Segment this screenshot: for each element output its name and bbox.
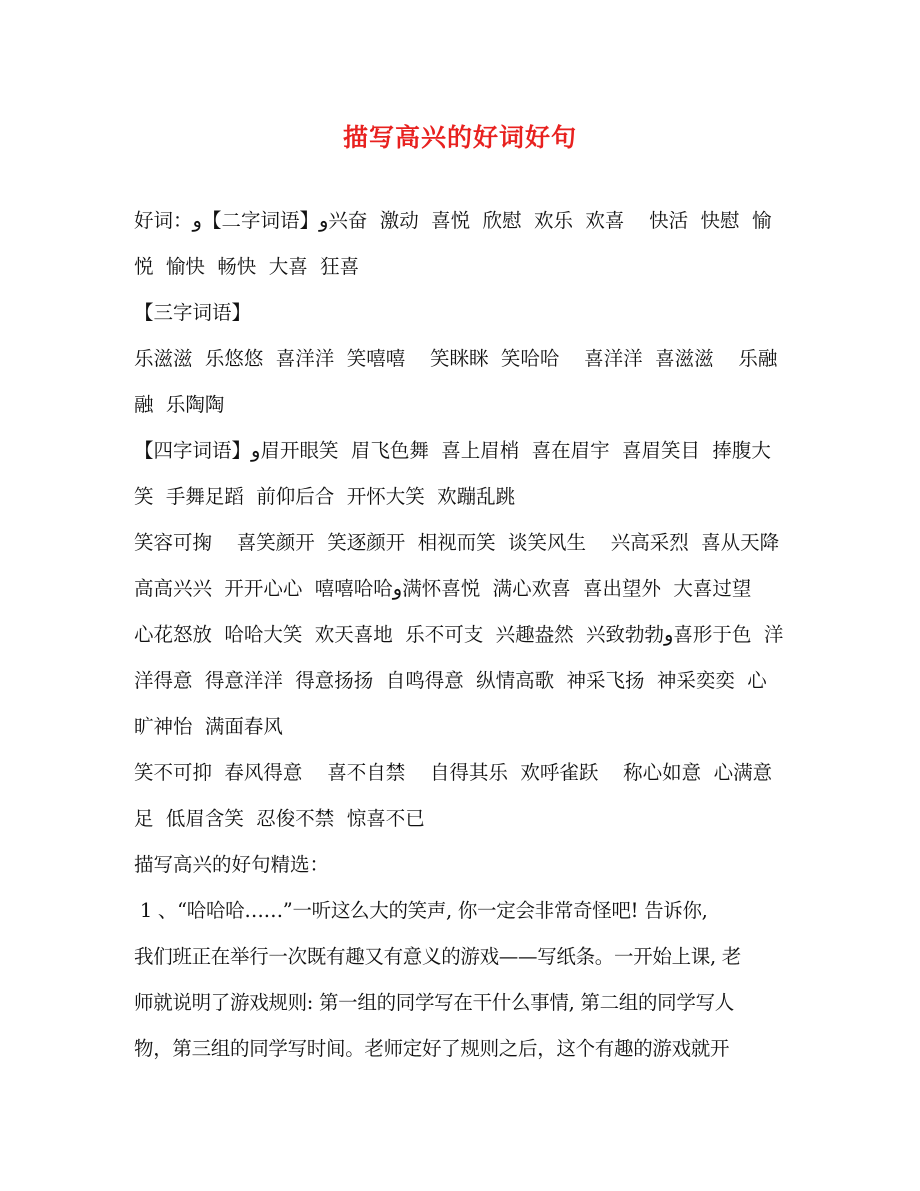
document-title: 描写高兴的好词好句	[342, 123, 577, 152]
text-line: 悦 愉快 畅快 大喜 狂喜	[134, 255, 360, 278]
text-line: 高高兴兴 开开心心 嘻嘻哈哈و满怀喜悦 满心欢喜 喜出望外 大喜过望	[134, 577, 752, 600]
text-line: 好词：و【二字词语】و兴奋 激动 喜悦 欣慰 欢乐 欢喜 快活 快慰 愉	[134, 209, 772, 232]
paragraph-line: 师就说明了游戏规则: 第一组的同学写在干什么事情, 第二组的同学写人	[134, 991, 734, 1014]
text-line: 【四字词语】و眉开眼笑 眉飞色舞 喜上眉梢 喜在眉宇 喜眉笑目 捧腹大	[134, 439, 771, 462]
text-line: 乐滋滋 乐悠悠 喜洋洋 笑嘻嘻 笑眯眯 笑哈哈 喜洋洋 喜滋滋 乐融	[134, 347, 778, 370]
text-line: 洋得意 得意洋洋 得意扬扬 自鸣得意 纵情高歌 神采飞扬 神采奕奕 心	[134, 669, 767, 692]
text-line: 笑 手舞足蹈 前仰后合 开怀大笑 欢蹦乱跳	[134, 485, 516, 508]
section-heading: 描写高兴的好句精选：	[134, 853, 330, 876]
paragraph-line: 1 、“哈哈哈……”一听这么大的笑声, 你一定会非常奇怪吧! 告诉你,	[134, 899, 708, 922]
paragraph-line: 物，第三组的同学写时间。老师定好了规则之后，这个有趣的游戏就开	[134, 1037, 730, 1060]
paragraph-line: 我们班正在举行一次既有趣又有意义的游戏——写纸条。一开始上课, 老	[134, 945, 741, 968]
text-line: 足 低眉含笑 忍俊不禁 惊喜不已	[134, 807, 425, 830]
text-line: 笑不可抑 春风得意 喜不自禁 自得其乐 欢呼雀跃 称心如意 心满意	[134, 761, 773, 784]
text-line: 融 乐陶陶	[134, 393, 225, 416]
text-line: 旷神怡 满面春风	[134, 715, 283, 738]
text-line: 笑容可掬 喜笑颜开 笑逐颜开 相视而笑 谈笑风生 兴高采烈 喜从天降	[134, 531, 780, 554]
section-heading: 【三字词语】	[134, 301, 252, 324]
text-line: 心花怒放 哈哈大笑 欢天喜地 乐不可支 兴趣盎然 兴致勃勃و喜形于色 洋	[134, 623, 784, 646]
document-body	[134, 198, 798, 1072]
